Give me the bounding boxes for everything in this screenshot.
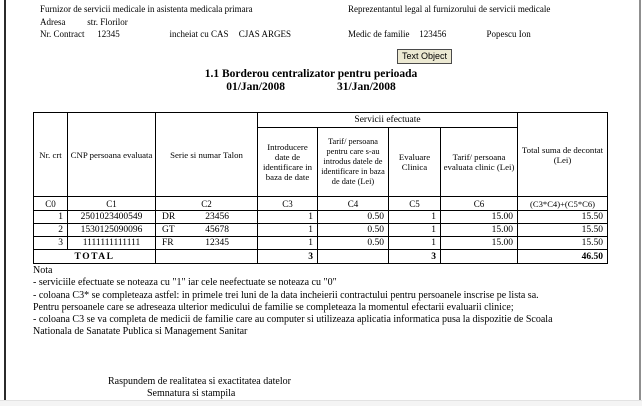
cell-c5: 1 [389, 224, 441, 237]
cell-c3: 1 [258, 224, 318, 237]
code-c3: C3 [258, 197, 318, 211]
total-serie-cell [156, 250, 258, 264]
contract-line [40, 29, 291, 40]
cell-nr: 1 [34, 211, 68, 224]
code-row [34, 197, 608, 211]
col-header-c5: Evaluare Clinica [389, 128, 441, 197]
nota-line: Nationala de Sanatate Publica si Management Sanitar [33, 326, 248, 338]
code-c2: C2 [156, 197, 258, 211]
reprezentant-line [348, 4, 550, 15]
total-c5: 3 [389, 250, 441, 264]
window-bottom-strip [0, 400, 642, 406]
code-c0: C0 [34, 197, 68, 211]
cell-c6: 15.00 [441, 224, 518, 237]
total-label: TOTAL [34, 250, 156, 264]
cell-nr: 3 [34, 237, 68, 250]
furnizor-label: Furnizor de servicii medicale in asistenta medicala primara [40, 4, 253, 14]
cell-total: 15.50 [518, 211, 608, 224]
total-suma: 46.50 [518, 250, 608, 264]
period-start: 01/Jan/2008 [226, 81, 285, 93]
cell-total: 15.50 [518, 237, 608, 250]
cell-cnp: 2501023400549 [68, 211, 156, 224]
cell-cnp: 1111111111111 [68, 237, 156, 250]
col-header-servicii: Servicii efectuate [258, 113, 518, 128]
period-end: 31/Jan/2008 [337, 81, 396, 93]
page-left-edge [4, 0, 6, 406]
col-header-c6: Tarif/ persoana evaluata clinic (Lei) [441, 128, 518, 197]
serie-value: FR [162, 238, 174, 248]
table-row [34, 211, 608, 224]
code-formula: (C3*C4)+(C5*C6) [518, 197, 608, 211]
total-c6-cell [441, 250, 518, 264]
cell-cnp: 1530125090096 [68, 224, 156, 237]
reprezentant-label: Reprezentantul legal al furnizorului de servicii medicale [348, 4, 551, 14]
medic-line [348, 29, 531, 40]
report-title: 1.1 Borderou centralizator pentru perioada [204, 68, 418, 80]
nota-line: - coloana C3* se completeaza astfel: in primele trei luni de la data incheierii contractului pentru persoanele inscrise pe lista sa. [33, 289, 539, 301]
report-period [0, 81, 622, 93]
col-header-total: Total suma de decontat (Lei) [518, 113, 608, 197]
cell-total: 15.50 [518, 224, 608, 237]
cell-c5: 1 [389, 211, 441, 224]
cell-serie-numar [156, 237, 258, 250]
cell-nr: 2 [34, 224, 68, 237]
page-right-edge [639, 0, 641, 406]
incheiat-label: incheiat cu CAS [169, 29, 229, 39]
table-row [34, 224, 608, 237]
adresa-line [40, 17, 128, 28]
code-c1: C1 [68, 197, 156, 211]
medic-label: Medic de familie [348, 29, 410, 39]
serie-value: GT [162, 225, 175, 235]
footer-semnatura: Semnatura si stampila [147, 388, 236, 399]
table-body [34, 211, 608, 250]
col-header-c3: Introducere date de identificare in baza de date [258, 128, 318, 197]
code-c6: C6 [441, 197, 518, 211]
col-header-serie: Serie si numar Talon [156, 113, 258, 197]
cell-c6: 15.00 [441, 237, 518, 250]
code-c5: C5 [389, 197, 441, 211]
nota-section [33, 265, 553, 339]
nota-line: Pentru persoanele care se adreseaza ulterior medicului de familie se completeaza la momentul efectarii evaluarii clinice; [33, 301, 514, 313]
contract-label: Nr. Contract [40, 29, 85, 39]
nota-line: - coloana C3 se va completa de medicii de familie care au computer si utilizeaza aplicatia informatica pusa la dispozitie de Scoala [33, 314, 553, 326]
cell-c5: 1 [389, 237, 441, 250]
table-row [34, 237, 608, 250]
cell-c4: 0.50 [318, 224, 389, 237]
text-object-button[interactable]: Text Object [397, 49, 452, 64]
adresa-value: str. Florilor [87, 17, 128, 27]
footer-raspundem: Raspundem de realitatea si exactitatea datelor [108, 376, 291, 387]
col-header-nr: Nr. crt [34, 113, 68, 197]
cas-value: CJAS ARGES [238, 29, 292, 39]
total-c3: 3 [258, 250, 318, 264]
cell-c3: 1 [258, 237, 318, 250]
cell-c4: 0.50 [318, 237, 389, 250]
code-c4: C4 [318, 197, 389, 211]
total-c4-cell [318, 250, 389, 264]
cell-c3: 1 [258, 211, 318, 224]
furnizor-line [40, 4, 253, 15]
numar-value: 23456 [205, 212, 229, 222]
cell-serie-numar [156, 224, 258, 237]
medic-name: Popescu Ion [486, 29, 531, 39]
cell-c4: 0.50 [318, 211, 389, 224]
total-row [34, 250, 608, 264]
borderou-table [33, 112, 608, 264]
numar-value: 12345 [205, 238, 229, 248]
contract-number: 12345 [97, 29, 120, 39]
col-header-c4: Tarif/ persoana pentru care s-au introdus datele de identificare in baza de date (Lei) [318, 128, 389, 197]
nota-title: Nota [33, 265, 53, 276]
cell-c6: 15.00 [441, 211, 518, 224]
medic-code: 123456 [419, 29, 447, 39]
adresa-label: Adresa [40, 17, 66, 27]
col-header-cnp: CNP persoana evaluata [68, 113, 156, 197]
numar-value: 45678 [205, 225, 229, 235]
nota-line: - serviciile efectuate se noteaza cu "1" iar cele neefectuate se noteaza cu "0" [33, 277, 337, 289]
serie-value: DR [162, 212, 176, 222]
cell-serie-numar [156, 211, 258, 224]
